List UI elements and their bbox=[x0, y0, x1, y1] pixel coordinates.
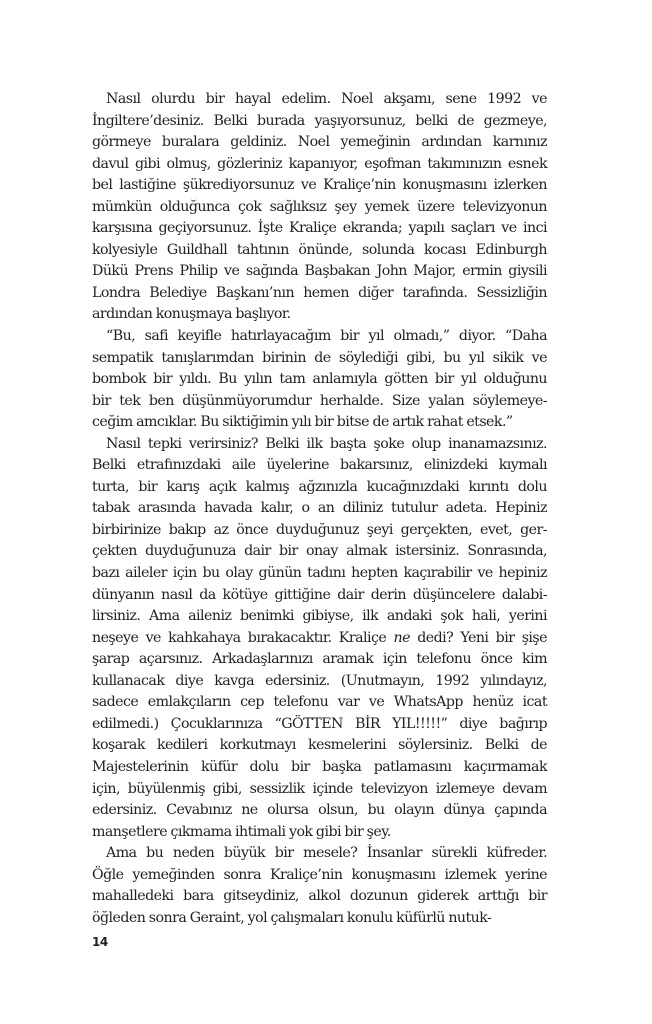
text-line: Nasıl tepki verirsiniz? Belki ilk başta şoke olup inanamazsınız. bbox=[106, 435, 547, 452]
text-line: sadece emlakçıların cep telefonu var ve WhatsApp henüz icat bbox=[92, 694, 547, 711]
text-line: öğleden sonra Geraint, yol çalışmaları konulu küfürlü nutuk- bbox=[92, 909, 492, 926]
text-line: mümkün olduğunca çok sağlıksız şey yemek üzere televizyonun bbox=[92, 198, 547, 215]
text-line: edilmedi.) Çocuklarınıza “GÖTTEN BİR YIL!!!!!” diye bağırıp bbox=[92, 715, 547, 732]
text-line: “Bu, safi keyifle hatırlayacağım bir yıl olmadı,” diyor. “Daha bbox=[106, 328, 547, 345]
text-line: Belki etrafınızdaki aile üyelerine bakarsınız, elinizdeki kıymalı bbox=[92, 457, 547, 474]
text-line: görmeye buralara geldiniz. Noel yemeğinin ardından karnınız bbox=[92, 134, 547, 151]
text-line: Dükü Prens Philip ve sağında Başbakan John Major, ermin giysili bbox=[92, 263, 547, 280]
paragraph bbox=[92, 843, 547, 929]
text-line: birbirinize bakıp az önce duyduğunuz şeyi gerçekten, evet, ger- bbox=[92, 521, 547, 538]
text-line: bir tek ben düşünmüyorumdur herhalde. Size yalan söylemeye- bbox=[92, 392, 547, 409]
paragraph bbox=[92, 434, 547, 843]
text-line: lirsiniz. Ama aileniz benimki gibiyse, ilk andaki şok hali, yerini bbox=[92, 608, 547, 625]
text-line: koşarak kedileri korkutmayı kesmelerini söylersiniz. Belki de bbox=[92, 737, 547, 754]
text-line: mahalledeki bara gitseydiniz, alkol dozunun giderek arttığı bir bbox=[92, 888, 547, 905]
text-line: Majestelerinin küfür dolu bir başka patlamasını kaçırmamak bbox=[92, 758, 547, 775]
text-line: kolyesiyle Guildhall tahtının önünde, solunda kocası Edinburgh bbox=[92, 241, 547, 258]
text-line: neşeye ve kahkahaya bırakacaktır. Kraliçe ne dedi? Yeni bir şişe bbox=[92, 629, 547, 646]
text-line: bazı aileler için bu olay günün tadını hepten kaçırabilir ve hepiniz bbox=[92, 565, 547, 582]
text-line: sempatik tanışlarımdan birinin de söylediği gibi, bu yıl sikik ve bbox=[92, 349, 547, 366]
text-line: bombok bir yıldı. Bu yılın tam anlamıyla götten bir yıl olduğunu bbox=[92, 371, 547, 388]
text-line: ceğim amcıklar. Bu siktiğimin yılı bir bitse de artık rahat etsek.” bbox=[92, 414, 513, 431]
paragraph bbox=[92, 89, 547, 326]
text-line: tabak arasında havada kalır, o an diliniz tutulur adeta. Hepiniz bbox=[92, 500, 547, 517]
text-line: Nasıl olurdu bir hayal edelim. Noel akşamı, sene 1992 ve bbox=[106, 91, 547, 107]
text-line: Londra Belediye Başkanı’nın hemen diğer tarafında. Sessizliğin bbox=[92, 284, 547, 301]
page-number: 14 bbox=[92, 935, 108, 949]
text-line: Ama bu neden büyük bir mesele? İnsanlar sürekli küfreder. bbox=[106, 845, 547, 862]
text-line: Öğle yemeğinden sonra Kraliçe’nin konuşmasını izlemek yerine bbox=[92, 866, 547, 883]
text-line: şarap açarsınız. Arkadaşlarınızı aramak için telefonu önce kim bbox=[92, 651, 547, 668]
text-line: dünyanın nasıl da kötüye gittiğine dair derin düşüncelere dalabi- bbox=[92, 586, 547, 603]
text-line: edersiniz. Cevabınız ne olursa olsun, bu olayın dünya çapında bbox=[92, 802, 547, 819]
text-line: manşetlere çıkmama ihtimali yok gibi bir şey. bbox=[92, 823, 391, 840]
paragraph bbox=[92, 326, 547, 434]
text-line: ardından konuşmaya başlıyor. bbox=[92, 306, 291, 323]
text-line: bel lastiğine şükrediyorsunuz ve Kraliçe’nin konuşmasını izlerken bbox=[92, 177, 547, 194]
text-line: turta, bir karış açık kalmış ağzınızla kucağınızdaki kırıntı dolu bbox=[92, 478, 547, 495]
text-line: için, büyülenmiş gibi, sessizlik içinde televizyon izlemeye devam bbox=[92, 780, 547, 797]
text-line: İngiltere’desiniz. Belki burada yaşıyorsunuz, belki de gezmeye, bbox=[92, 112, 547, 129]
text-line: karşısına geçiyorsunuz. İşte Kraliçe ekranda; yapılı saçları ve inci bbox=[92, 220, 547, 237]
body-text bbox=[92, 89, 547, 929]
text-line: çekten duyduğunuza dair bir onay almak istersiniz. Sonrasında, bbox=[92, 543, 547, 560]
text-line: davul gibi olmuş, gözleriniz kapanıyor, eşofman takımınızın esnek bbox=[92, 155, 547, 172]
text-line: kullanacak diye kavga edersiniz. (Unutmayın, 1992 yılındayız, bbox=[92, 672, 547, 689]
